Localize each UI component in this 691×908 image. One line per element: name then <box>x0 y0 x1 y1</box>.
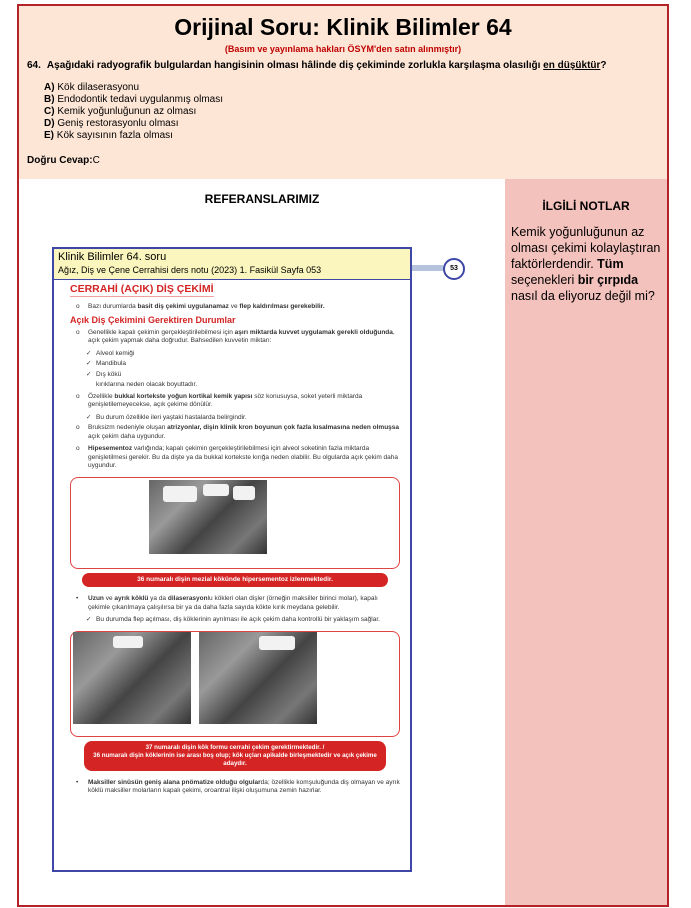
question-stem <box>27 60 657 71</box>
choice-d <box>44 118 223 130</box>
notes-text-c: seçenekleri <box>511 273 578 287</box>
bullet-sinus <box>70 779 400 796</box>
choice-text: Kök sayısının fazla olması <box>56 130 173 141</box>
bullet-intro <box>70 303 400 312</box>
page-connector <box>412 265 443 271</box>
restoration-shape <box>113 636 143 648</box>
check-icon: ✓ <box>86 360 92 367</box>
choice-letter: E) <box>44 130 54 141</box>
page-number-badge: 53 <box>443 258 465 280</box>
caption-line: 36 numaralı dişin köklerinin ise arası boş olup; kök uçları apikalde birleşmektedir ve açık çekime adaydır. <box>93 751 377 767</box>
check-icon: ✓ <box>86 616 92 623</box>
bullet-cortex <box>70 393 400 410</box>
check-item <box>70 616 400 625</box>
section-heading: CERRAHİ (AÇIK) DİŞ ÇEKİMİ <box>70 283 214 295</box>
text-bold: Maksiller sinüsün geniş alana pnömatize olduğu olgular <box>88 778 261 786</box>
bullet-marker: o <box>76 302 80 310</box>
bullet-roots <box>70 595 400 612</box>
reference-content <box>70 285 400 800</box>
check-tail: kırıklarına neden olacak boyuttadır. <box>96 381 198 388</box>
choice-list <box>44 82 223 142</box>
text: ya da <box>148 595 168 602</box>
references-title: REFERANSLARIMIZ <box>204 192 320 206</box>
page-title: Orijinal Soru: Klinik Bilimler 64 <box>174 14 512 40</box>
text: söz konusuysa, soket yeterli miktarda genişletilemeyecekse, açık çekime dönülür. <box>88 392 363 408</box>
choice-b <box>44 94 223 106</box>
notes-emph-2: bir çırpıda <box>577 273 639 287</box>
reference-source: Ağız, Diş ve Çene Cerrahisi ders notu (2023) 1. Fasikül Sayfa 053 <box>58 265 322 275</box>
text: ve <box>103 595 115 602</box>
text-bold: atrizyonlar, dişin klinik kron boyunun çok fazla kısalmasına neden olmuşsa <box>167 424 400 431</box>
restoration-shape <box>259 636 295 650</box>
text-bold: bukkal kortekste yoğun kortikal kemik yapısı <box>114 392 253 400</box>
notes-text-a: Kemik yoğunluğunun az olması çekimi kolaylaştıran faktörlerdendir. <box>511 225 661 271</box>
check-icon: ✓ <box>86 413 92 421</box>
text-bold: flep kaldırılması gerekebilir. <box>239 302 325 310</box>
choice-text: Kök dilaserasyonu <box>57 82 140 93</box>
choice-letter: A) <box>44 82 55 93</box>
text: açık çekim daha uygundur. <box>88 432 166 440</box>
question-text-1: Aşağıdaki radyografik bulgulardan hangisinin olması hâlinde diş çekiminde zorlukla karşılaşma olasılığı <box>46 60 544 71</box>
question-text-2: ? <box>600 60 607 71</box>
check-icon: ✓ <box>86 349 92 357</box>
check-text: Mandibula <box>96 360 126 367</box>
text-bold: basit diş çekimi uygulanamaz <box>137 302 229 310</box>
text-bold: Uzun <box>88 595 104 602</box>
choice-a <box>44 82 223 94</box>
check-text: Alveol kemiği <box>96 349 135 357</box>
subsection-heading: Açık Diş Çekimini Gerektiren Durumlar <box>70 315 236 325</box>
copyright-note: (Basım ve yayınlama hakları ÖSYM'den satın alınmıştır) <box>224 44 462 54</box>
text-bold: aşırı miktarda kuvvet uygulamak gerekli olduğunda <box>234 328 393 336</box>
bullet-marker: • <box>76 595 79 602</box>
xray-figure-1 <box>70 477 400 569</box>
restoration-shape <box>233 486 255 500</box>
notes-text <box>511 224 663 304</box>
restoration-shape <box>163 486 197 502</box>
text: Bruksizm nedeniyle oluşan <box>88 424 168 431</box>
notes-panel <box>505 179 667 905</box>
check-item <box>70 414 400 423</box>
xray-image-left <box>73 632 191 724</box>
check-text: Bu durum özellikle ileri yaştaki hastalarda belirgindir. <box>96 413 247 421</box>
choice-text: Kemik yoğunluğunun az olması <box>57 106 197 117</box>
text: Özellikle <box>88 392 115 400</box>
xray-image-right <box>199 632 317 724</box>
text: , açık çekim yapmak daha doğrudur. Bahsedilen kuvvetin miktarı: <box>88 328 395 344</box>
answer-value: C <box>92 155 100 166</box>
text: da; özellikle komşuluğunda diş olmayan ve ayrık köklü maksiller molarların kapalı çekimi, oroantral ilişki oluşumuna zemin hazırlar. <box>88 778 400 794</box>
restoration-shape <box>203 484 229 496</box>
bullet-marker: o <box>76 392 80 400</box>
notes-text-e: nasıl da eliyoruz değil mi? <box>511 289 655 303</box>
bullet-marker: o <box>76 328 80 336</box>
notes-emph-1: Tüm <box>597 257 624 271</box>
notes-title: İLGİLİ NOTLAR <box>542 199 630 213</box>
reference-header <box>54 249 410 280</box>
bullet-bruxism <box>70 424 400 441</box>
check-text: Dış kökü <box>96 370 122 378</box>
text: varlığında; kapalı çekimin gerçekleştirilebilmesi için alveol soketinin fazla miktarda genişletilmesi gerekir. Bu da dişte ya da bukkal kortekste kırığa neden olabilir. Bu olgularda açık çekim daha uygundur. <box>88 445 399 469</box>
check-item <box>70 350 400 359</box>
bullet-marker: o <box>76 424 80 431</box>
choice-text: Endodontik tedavi uygulanmış olması <box>57 94 223 105</box>
choice-c <box>44 106 223 118</box>
text: Bazı durumlarda <box>88 302 138 310</box>
bullet-marker: • <box>76 778 79 786</box>
question-emphasis: en düşüktür <box>543 60 601 71</box>
check-item <box>70 360 400 369</box>
bullet-force <box>70 329 400 346</box>
bullet-hypercementosis <box>70 445 400 471</box>
check-item <box>70 371 400 380</box>
check-text: Bu durumda flep açılması, diş köklerinin ayrılması ile açık çekim daha kontrollü bir yaklaşım sağlar. <box>96 616 380 623</box>
text-bold: Hipesementoz <box>88 445 133 452</box>
caption-line: 37 numaralı dişin kök formu cerrahi çekim gerektirmektedir. / <box>145 743 325 751</box>
text-bold: ayrık köklü <box>114 595 149 602</box>
choice-letter: C) <box>44 106 55 117</box>
choice-e <box>44 130 223 142</box>
figure-caption-1: 36 numaralı dişin mezial kökünde hipersementoz izlenmektedir. <box>82 573 388 588</box>
text-bold: dilaserasyon <box>167 595 208 602</box>
text: ve <box>228 302 240 310</box>
reference-title: Klinik Bilimler 64. soru <box>58 251 167 263</box>
choice-letter: D) <box>44 118 55 129</box>
choice-text: Geniş restorasyonlu olması <box>57 118 179 129</box>
answer-label: Doğru Cevap: <box>27 155 93 166</box>
choice-letter: B) <box>44 94 55 105</box>
text: Genellikle kapalı çekimin gerçekleştirilebilmesi için <box>88 328 235 336</box>
question-panel <box>19 6 667 179</box>
check-icon: ✓ <box>86 370 92 378</box>
text: lu kökleri olan dişler (örneğin maksiller birinci molar), kapalı çekimle çıkarılmaya çalışılırsa bir ya da daha fazla sayıda kökte kırık meydana gelebilir. <box>88 595 378 611</box>
bullet-marker: o <box>76 445 80 452</box>
correct-answer <box>27 155 100 166</box>
xray-figure-2 <box>70 631 400 737</box>
figure-caption-2 <box>84 741 386 771</box>
reference-document <box>52 247 412 872</box>
question-number: 64. <box>27 60 41 71</box>
xray-image <box>149 480 267 554</box>
